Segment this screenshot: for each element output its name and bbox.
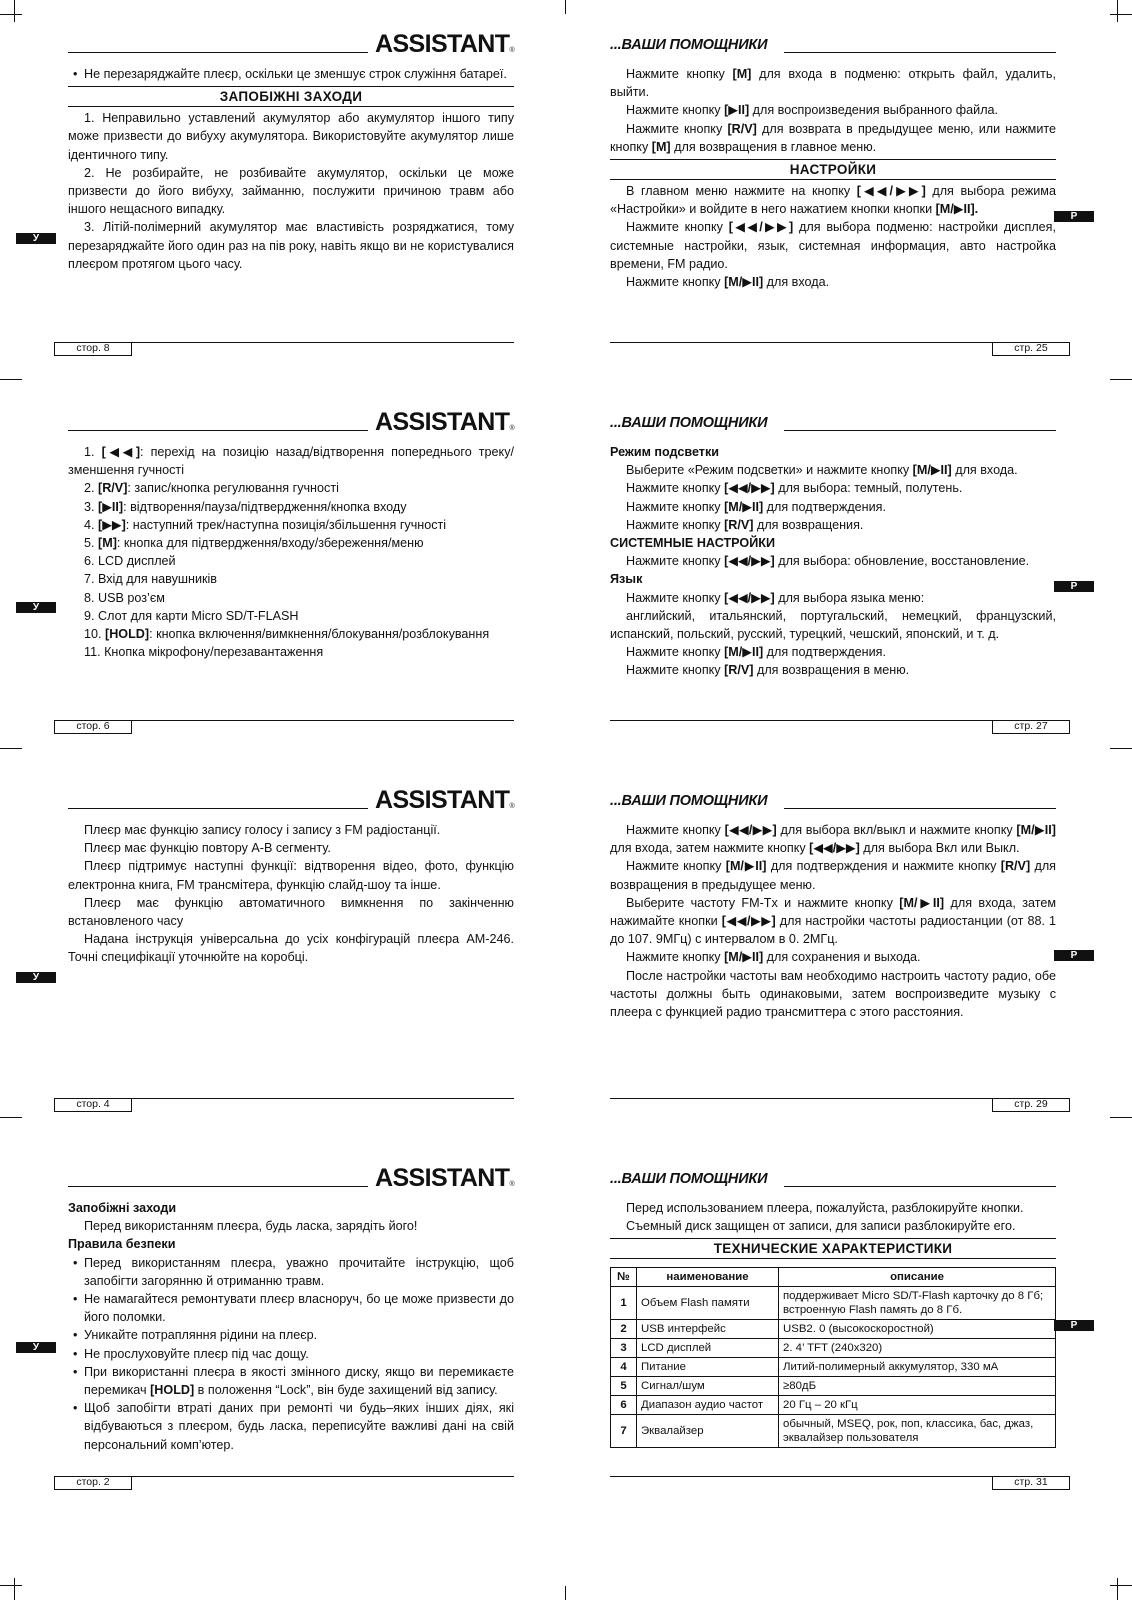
paragraph: Нажмите кнопку [◀◀/▶▶] для выбора подменю: настройки дисплея, системные настройки, язык, системная информация, авто настройка времени, FM радио. bbox=[610, 220, 1056, 271]
crop-mark bbox=[1117, 1578, 1118, 1600]
table-cell: 2. 4’ TFT (240x320) bbox=[779, 1339, 1056, 1358]
list-item: 6. LCD дисплей bbox=[84, 554, 176, 569]
footer-rule bbox=[68, 1098, 514, 1099]
language-tab: У bbox=[16, 1342, 56, 1353]
paragraph: Перед использованием плеера, пожалуйста, разблокируйте кнопки. bbox=[626, 1201, 1024, 1215]
footer-rule bbox=[68, 720, 514, 721]
crop-mark bbox=[0, 748, 22, 749]
paragraph: Нажмите кнопку [◀◀/▶▶] для выбора: темный, полутень. bbox=[626, 481, 963, 496]
list-item: 5. [M]: кнопка для підтвердження/входу/збереження/меню bbox=[84, 536, 424, 551]
paragraph: 3. Літій-полімерний акумулятор має властивість розряджатися, тому перезаряджайте його один раз на пів року, навіть якщо ви не користувалися плеєром протягом цього часу. bbox=[68, 220, 514, 271]
paragraph: Надана інструкція універсальна до усіх конфігурацій плеєра AM-246. Точні специфікації уточнюйте на коробці. bbox=[68, 932, 514, 965]
table-cell: LCD дисплей bbox=[637, 1339, 779, 1358]
spec-table bbox=[610, 1267, 1056, 1448]
page-content bbox=[68, 65, 514, 273]
page-content bbox=[68, 1199, 514, 1454]
brand-name: ASSISTANT bbox=[375, 408, 510, 436]
paragraph: 1. Неправильно уставлений акумулятор або акумулятор іншого типу може призвести до вибуху акумулятора. Використовуйте акумулятор лише ідентичного типу. bbox=[68, 111, 514, 162]
column-header: наименование bbox=[637, 1268, 779, 1287]
crop-mark bbox=[565, 0, 566, 14]
bullet-item: • Не перезаряджайте плеєр, оскільки це зменшує строк служіння батареї. bbox=[68, 65, 514, 83]
table-cell: обычный, MSEQ, рок, поп, классика, бас, джаз, эквалайзер пользователя bbox=[779, 1415, 1056, 1448]
crop-mark bbox=[1117, 0, 1118, 22]
crop-mark bbox=[1110, 1117, 1132, 1118]
crop-mark bbox=[0, 1585, 22, 1586]
subheading: Запобіжні заходи bbox=[68, 1201, 177, 1215]
page-header bbox=[68, 30, 514, 56]
bullet-item: • Щоб запобігти втраті даних при ремонті чи будь–яких інших діях, які відбуваються з плеєром, будь ласка, переписуйте важливі дані на свій персональний комп’ютер. bbox=[68, 1399, 514, 1454]
page-2 bbox=[68, 1164, 514, 1522]
page-header bbox=[610, 408, 1056, 434]
paragraph: Съемный диск защищен от записи, для записи разблокируйте его. bbox=[626, 1219, 1016, 1234]
list-item: 8. USB роз’єм bbox=[84, 590, 165, 605]
crop-mark bbox=[1110, 748, 1132, 749]
header-rule bbox=[784, 430, 1056, 431]
table-row bbox=[611, 1287, 1056, 1320]
paragraph: Нажмите кнопку [M] для входа в подменю: открыть файл, удалить, выйти. bbox=[610, 67, 1056, 100]
paragraph: Нажмите кнопку [◀◀/▶▶] для выбора языка меню: bbox=[626, 590, 925, 605]
brand-logo bbox=[375, 30, 514, 65]
page-header bbox=[610, 1164, 1056, 1190]
header-title: ...ВАШИ ПОМОЩНИКИ bbox=[610, 415, 768, 431]
list-item: 1. [◀◀]: перехід на позицію назад/відтворення попереднього треку/зменшення гучності bbox=[68, 445, 514, 478]
crop-mark bbox=[1110, 1585, 1132, 1586]
brand-reg-mark: ® bbox=[509, 425, 514, 432]
paragraph: Выберите «Режим подсветки» и нажмите кнопку [M/▶II] для входа. bbox=[626, 463, 1018, 478]
subheading: Язык bbox=[610, 572, 643, 587]
paragraph: Нажмите кнопку [R/V] для возвращения. bbox=[626, 517, 864, 532]
bullet-item: • Не прослуховуйте плеєр під час дощу. bbox=[68, 1345, 514, 1363]
page-4 bbox=[68, 786, 514, 1144]
table-cell: USB2. 0 (высокоскоростной) bbox=[779, 1320, 1056, 1339]
crop-mark bbox=[14, 0, 15, 22]
paragraph: 2. Не розбирайте, не розбивайте акумулятор, оскільки це може призвести до його вибуху, займанню, послужити причиною травм або іншого нещасного випадку. bbox=[68, 165, 514, 217]
crop-mark bbox=[0, 1117, 22, 1118]
header-title: ...ВАШИ ПОМОЩНИКИ bbox=[610, 1171, 768, 1187]
list-item: 7. Вхід для навушників bbox=[84, 572, 217, 587]
header-rule bbox=[68, 808, 368, 809]
page-31 bbox=[610, 1164, 1056, 1522]
header-rule bbox=[68, 1186, 368, 1187]
footer-rule bbox=[610, 342, 1056, 343]
paragraph: Нажмите кнопку [M/▶II] для подтверждения и нажмите кнопку [R/V] для возвращения в предыдущее меню. bbox=[610, 859, 1057, 892]
paragraph: Плеєр має функцію запису голосу і запису з FM радіостанції. bbox=[84, 823, 441, 837]
header-rule bbox=[784, 52, 1056, 53]
crop-mark bbox=[14, 1578, 15, 1600]
page-header bbox=[610, 786, 1056, 812]
crop-mark bbox=[1110, 14, 1132, 15]
page-content bbox=[68, 443, 514, 661]
brand-reg-mark: ® bbox=[509, 47, 514, 54]
language-tab: Р bbox=[1054, 1320, 1094, 1331]
subheading: СИСТЕМНЫЕ НАСТРОЙКИ bbox=[610, 536, 776, 551]
page-29 bbox=[610, 786, 1056, 1144]
paragraph: Выберите частоту FM-Tx и нажмите кнопку [M/▶II] для входа, затем нажимайте кнопки [◀◀/▶▶] для настройки частоты радиостанции (от 88. 1 до 107. 9МГц) с интервалом в 0. 2МГц. bbox=[610, 895, 1057, 947]
brand-logo bbox=[375, 408, 514, 443]
brand-name: ASSISTANT bbox=[375, 30, 510, 58]
list-item: 10. [HOLD]: кнопка включення/вимкнення/блокування/розблокування bbox=[84, 627, 490, 642]
header-rule bbox=[784, 1186, 1056, 1187]
column-header: описание bbox=[779, 1268, 1056, 1287]
header-rule bbox=[68, 430, 368, 431]
table-row bbox=[611, 1358, 1056, 1377]
table-cell: Питание bbox=[637, 1358, 779, 1377]
language-tab: Р bbox=[1054, 581, 1094, 592]
table-row bbox=[611, 1320, 1056, 1339]
crop-mark bbox=[0, 379, 22, 380]
table-cell: Литий-полимерный аккумулятор, 330 мА bbox=[779, 1358, 1056, 1377]
bullet-item: • Перед використанням плеєра, уважно прочитайте інструкцію, щоб запобігти загорянню й отриманню травм. bbox=[68, 1254, 514, 1290]
table-cell: 1 bbox=[611, 1287, 637, 1320]
bullet-item: • Уникайте потрапляння рідини на плеєр. bbox=[68, 1326, 514, 1344]
section-title: ЗАПОБІЖНІ ЗАХОДИ bbox=[68, 86, 514, 107]
subheading: Режим подсветки bbox=[610, 445, 720, 459]
page-number: стор. 2 bbox=[54, 1476, 132, 1490]
bullet-item: • Не намагайтеся ремонтувати плеєр власноруч, бо це може призвести до його поломки. bbox=[68, 1290, 514, 1326]
page-number: стр. 25 bbox=[992, 342, 1070, 356]
table-row bbox=[611, 1415, 1056, 1448]
page-number: стор. 8 bbox=[54, 342, 132, 356]
paragraph: Плеєр має функцію автоматичного вимкнення по закінченню встановленого часу bbox=[68, 895, 514, 929]
footer-rule bbox=[68, 342, 514, 343]
language-tab: Р bbox=[1054, 950, 1094, 961]
table-row bbox=[611, 1377, 1056, 1396]
language-tab: У bbox=[16, 602, 56, 613]
table-cell: USB интерфейс bbox=[637, 1320, 779, 1339]
table-cell: 5 bbox=[611, 1377, 637, 1396]
page-content bbox=[610, 443, 1056, 680]
page-content bbox=[610, 821, 1056, 1021]
page-content bbox=[610, 65, 1056, 291]
language-tab: У bbox=[16, 972, 56, 983]
crop-mark bbox=[1110, 379, 1132, 380]
table-cell: 2 bbox=[611, 1320, 637, 1339]
brand-name: ASSISTANT bbox=[375, 1164, 510, 1192]
page-content bbox=[68, 821, 514, 967]
paragraph: Нажмите кнопку [M/▶II] для подтверждения. bbox=[626, 645, 886, 660]
page-number: стор. 6 bbox=[54, 720, 132, 734]
table-row bbox=[611, 1396, 1056, 1415]
footer-rule bbox=[610, 1098, 1056, 1099]
table-row bbox=[611, 1339, 1056, 1358]
paragraph: Нажмите кнопку [R/V] для возвращения в меню. bbox=[626, 663, 910, 678]
table-cell: 20 Гц – 20 кГц bbox=[779, 1396, 1056, 1415]
paragraph: английский, итальянский, португальский, немецкий, французский, испанский, польский, русский, турецкий, чешский, японский, и т. д. bbox=[610, 608, 1056, 642]
table-cell: Эквалайзер bbox=[637, 1415, 779, 1448]
page-header bbox=[68, 786, 514, 812]
subheading: Правила безпеки bbox=[68, 1237, 176, 1252]
paragraph: После настройки частоты вам необходимо настроить частоту радио, обе частоты должны быть одинаковыми, затем воспроизведите музыку с плеера с функцией радио трансмиттера с этого расстояния. bbox=[610, 968, 1056, 1020]
paragraph: Нажмите кнопку [◀◀/▶▶] для выбора: обновление, восстановление. bbox=[626, 554, 1030, 569]
paragraph: В главном меню нажмите на кнопку [◀◀/▶▶] для выбора режима «Настройки» и войдите в него нажатием кнопки кнопки [M/▶II]. bbox=[610, 184, 1056, 217]
list-item: 4. [▶▶]: наступний трек/наступна позиція/збільшення гучності bbox=[84, 517, 447, 532]
page-25 bbox=[610, 30, 1056, 388]
header-rule bbox=[68, 52, 368, 53]
table-cell: Диапазон аудио частот bbox=[637, 1396, 779, 1415]
page-number: стр. 31 bbox=[992, 1476, 1070, 1490]
paragraph: Плеєр має функцію повтору A-B сегменту. bbox=[84, 841, 331, 856]
header-title: ...ВАШИ ПОМОЩНИКИ bbox=[610, 793, 768, 809]
table-cell: 3 bbox=[611, 1339, 637, 1358]
table-cell: ≥80дБ bbox=[779, 1377, 1056, 1396]
table-cell: поддерживает Micro SD/T-Flash карточку до 8 Гб; встроенную Flash память до 8 Гб. bbox=[779, 1287, 1056, 1320]
section-title: ТЕХНИЧЕСКИЕ ХАРАКТЕРИСТИКИ bbox=[610, 1238, 1056, 1259]
footer-rule bbox=[610, 720, 1056, 721]
paragraph: Нажмите кнопку [◀◀/▶▶] для выбора вкл/выкл и нажмите кнопку [M/▶II] для входа, затем нажмите кнопку [◀◀/▶▶] для выбора Вкл или Выкл. bbox=[610, 823, 1056, 856]
paragraph: Нажмите кнопку [▶II] для воспроизведения выбранного файла. bbox=[626, 103, 999, 118]
header-rule bbox=[784, 808, 1056, 809]
table-cell: 6 bbox=[611, 1396, 637, 1415]
list-item: 11. Кнопка мікрофону/перезавантаження bbox=[84, 645, 324, 660]
page-header bbox=[68, 408, 514, 434]
brand-reg-mark: ® bbox=[509, 803, 514, 810]
list-item: 3. [▶II]: відтворення/пауза/підтвердження/кнопка входу bbox=[84, 499, 407, 514]
safety-list bbox=[68, 1254, 514, 1454]
table-cell: Объем Flash памяти bbox=[637, 1287, 779, 1320]
page-header bbox=[610, 30, 1056, 56]
language-tab: У bbox=[16, 233, 56, 244]
brand-name: ASSISTANT bbox=[375, 786, 510, 814]
language-tab: Р bbox=[1054, 211, 1094, 222]
brand-logo bbox=[375, 786, 514, 821]
list-item: 2. [R/V]: запис/кнопка регулювання гучності bbox=[84, 481, 339, 496]
header-title: ...ВАШИ ПОМОЩНИКИ bbox=[610, 37, 768, 53]
page-number: стр. 29 bbox=[992, 1098, 1070, 1112]
page-27 bbox=[610, 408, 1056, 766]
page-content bbox=[610, 1199, 1056, 1448]
paragraph: Нажмите кнопку [M/▶II] для сохранения и выхода. bbox=[626, 950, 921, 965]
paragraph: Плеєр підтримує наступні функції: відтворення відео, фото, функцію електронна книга, FM трансмітера, функцію слайд-шоу та інше. bbox=[68, 859, 514, 892]
page-8 bbox=[68, 30, 514, 388]
table-cell: 4 bbox=[611, 1358, 637, 1377]
footer-rule bbox=[68, 1476, 514, 1477]
footer-rule bbox=[610, 1476, 1056, 1477]
brand-logo bbox=[375, 1164, 514, 1199]
paragraph: Нажмите кнопку [M/▶II] для подтверждения. bbox=[626, 499, 886, 514]
page-number: стр. 27 bbox=[992, 720, 1070, 734]
paragraph: Нажмите кнопку [R/V] для возврата в предыдущее меню, или нажмите кнопку [M] для возвращения в главное меню. bbox=[610, 121, 1056, 154]
section-title: НАСТРОЙКИ bbox=[610, 159, 1056, 180]
page-number: стор. 4 bbox=[54, 1098, 132, 1112]
paragraph: Перед використанням плеєра, будь ласка, зарядіть його! bbox=[84, 1219, 418, 1234]
list-item: 9. Слот для карти Micro SD/T-FLASH bbox=[84, 608, 299, 623]
table-cell: 7 bbox=[611, 1415, 637, 1448]
crop-mark bbox=[565, 1586, 566, 1600]
page-header bbox=[68, 1164, 514, 1190]
table-header-row bbox=[611, 1268, 1056, 1287]
column-header: № bbox=[611, 1268, 637, 1287]
table-cell: Сигнал/шум bbox=[637, 1377, 779, 1396]
bullet-item: • При використанні плеєра в якості змінного диску, якщо ви перемикаєте перемикач [HOLD] в положення “Lock”, він буде захищений від запису. bbox=[68, 1363, 514, 1399]
crop-mark bbox=[0, 14, 22, 15]
brand-reg-mark: ® bbox=[509, 1181, 514, 1188]
page-6 bbox=[68, 408, 514, 766]
paragraph: Нажмите кнопку [M/▶II] для входа. bbox=[626, 275, 830, 290]
